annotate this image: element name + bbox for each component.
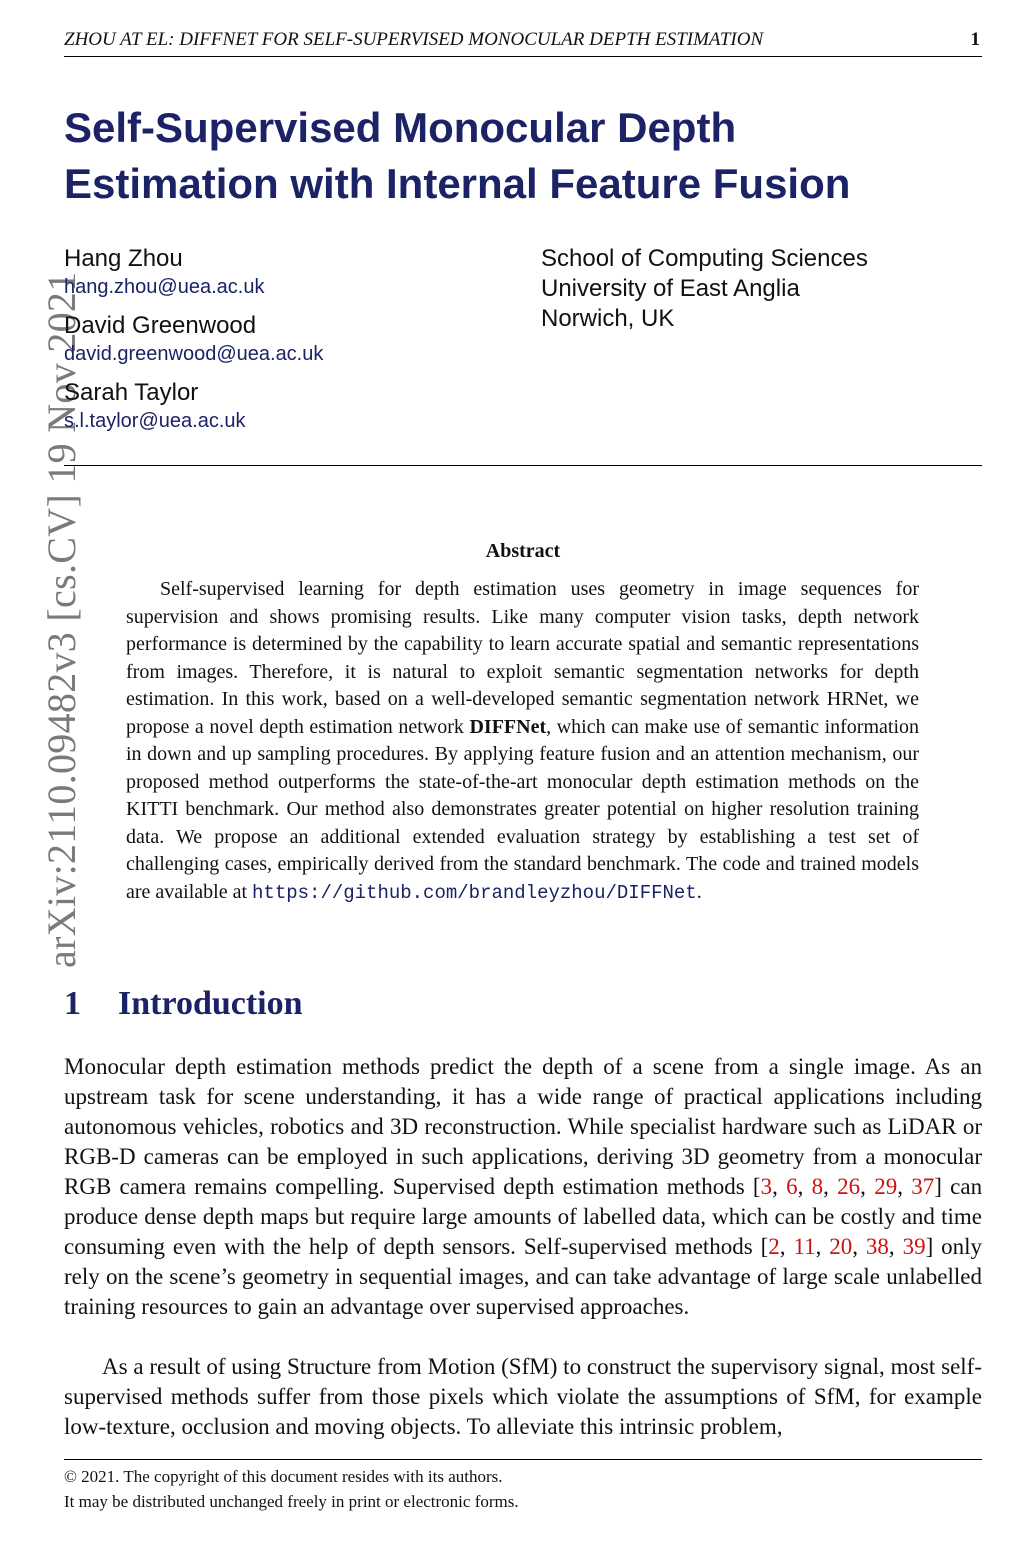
paper-title: [64, 100, 964, 212]
paragraph-text: ] can produce dense depth maps but require large amounts of labelled data, which can be costly and time consuming even with the help of depth sensors. Self-supervised methods [: [64, 1174, 983, 1259]
footer-divider: [64, 1459, 982, 1460]
citation-link[interactable]: 26: [837, 1174, 861, 1199]
title-line-1: Self-Supervised Monocular Depth: [64, 104, 737, 151]
footer-notes: [64, 1464, 519, 1514]
section-title: Introduction: [118, 985, 303, 1022]
citation-link[interactable]: 8: [811, 1174, 824, 1199]
author-email-link[interactable]: david.greenwood@uea.ac.uk: [64, 343, 324, 365]
code-repository-link[interactable]: https://github.com/brandleyzhou/DIFFNet: [252, 881, 697, 904]
citation-link[interactable]: 2: [768, 1234, 780, 1259]
page-number: 1: [970, 29, 980, 50]
citation-link[interactable]: 37: [911, 1174, 935, 1199]
author-name: Sarah Taylor: [64, 379, 199, 406]
author-name: Hang Zhou: [64, 245, 183, 272]
author-email-link[interactable]: s.l.taylor@uea.ac.uk: [64, 410, 246, 432]
intro-paragraph-2: As a result of using Structure from Motion (SfM) to construct the supervisory signal, most self-supervised methods suffer from those pixels which violate the assumptions of SfM, for example low-texture, occlusion and moving objects. To alleviate this intrinsic problem,: [64, 1354, 982, 1439]
citation-link[interactable]: 6: [786, 1174, 798, 1199]
author-list: [64, 244, 524, 445]
intro-paragraph-1: Monocular depth estimation methods predict the depth of a scene from a single image. As an upstream task for scene understanding, it has a wide range of practical applications including autonomous vehicles, robotics and 3D reconstruction. While specialist hardware such as LiDAR or RGB-D cameras can be employed in such applications, deriving 3D geometry from a monocular RGB camera remains compelling. Supervised depth estimation methods [3, 6, 8, 26, 29, 37] can produce dense depth maps but require large amounts of labelled data, which can be costly and time consuming even with the help of depth sensors. Self-supervised methods [2, 11, 20, 38, 39] only rely on the scene’s geometry in sequential images, and can take advantage of large scale unlabelled training resources to gain an advantage over supervised approaches.: [64, 1054, 983, 1319]
paragraph-text: ] only rely on the scene’s geometry in sequential images, and can take advantage of large scale unlabelled training resources to gain an advantage over supervised approaches.: [64, 1234, 983, 1319]
author-name: David Greenwood: [64, 312, 257, 339]
author-email-link[interactable]: hang.zhou@uea.ac.uk: [64, 276, 265, 298]
running-header: [64, 26, 982, 57]
citation-link[interactable]: 20: [829, 1234, 853, 1259]
citation-link[interactable]: 29: [874, 1174, 898, 1199]
author-entry: [64, 311, 524, 367]
citation-link[interactable]: 39: [902, 1234, 926, 1259]
running-title: ZHOU AT EL: DIFFNET FOR SELF-SUPERVISED MONOCULAR DEPTH ESTIMATION: [64, 29, 764, 50]
author-entry: [64, 244, 524, 300]
distribution-notice: It may be distributed unchanged freely in print or electronic forms.: [64, 1492, 519, 1511]
citation-link[interactable]: 38: [865, 1234, 889, 1259]
author-entry: [64, 378, 524, 434]
abstract-body: [126, 576, 919, 907]
title-line-2: Estimation with Internal Feature Fusion: [64, 160, 851, 207]
abstract-text: , which can make use of semantic information in down and up sampling procedures. By applying feature fusion and an attention mechanism, our proposed method outperforms the state-of-the-art monocular depth estimation methods on the KITTI benchmark. Our method also demonstrates greater potential on higher resolution training data. We propose an additional extended evaluation strategy by establishing a test set of challenging cases, empirically derived from the standard benchmark. The code and trained models are available at: [126, 715, 920, 903]
abstract-end: .: [696, 880, 702, 903]
abstract-method-name: DIFFNet: [469, 715, 547, 738]
arxiv-side-stamp: arXiv:2110.09482v3 [cs.CV] 19 Nov 2021: [39, 271, 84, 968]
abstract-text: Self-supervised learning for depth estimation uses geometry in image sequences for supervision and shows promising results. Like many computer vision tasks, depth network performance is determined by the capability to learn accurate spatial and semantic representations from images. Therefore, it is natural to exploit semantic segmentation networks for depth estimation. In this work, based on a well-developed semantic segmentation network HRNet, we propose a novel depth estimation network: [126, 578, 919, 738]
affiliation-line: School of Computing Sciences: [541, 245, 868, 272]
affiliation-line: University of East Anglia: [541, 275, 800, 302]
affiliation-line: Norwich, UK: [541, 305, 675, 332]
copyright-notice: © 2021. The copyright of this document resides with its authors.: [64, 1467, 503, 1486]
title-divider: [64, 465, 982, 466]
affiliation: [541, 244, 868, 334]
citation-link[interactable]: 11: [793, 1234, 816, 1259]
abstract-heading: Abstract: [485, 540, 561, 562]
section-heading: [64, 982, 303, 1026]
paragraph-text: Monocular depth estimation methods predict the depth of a scene from a single image. As an upstream task for scene understanding, it has a wide range of practical applications including autonomous vehicles, robotics and 3D reconstruction. While specialist hardware such as LiDAR or RGB-D cameras can be employed in such applications, deriving 3D geometry from a monocular RGB camera remains compelling. Supervised depth estimation methods [: [64, 1054, 982, 1199]
citation-link[interactable]: 3: [760, 1174, 773, 1199]
section-number: 1: [64, 985, 81, 1022]
